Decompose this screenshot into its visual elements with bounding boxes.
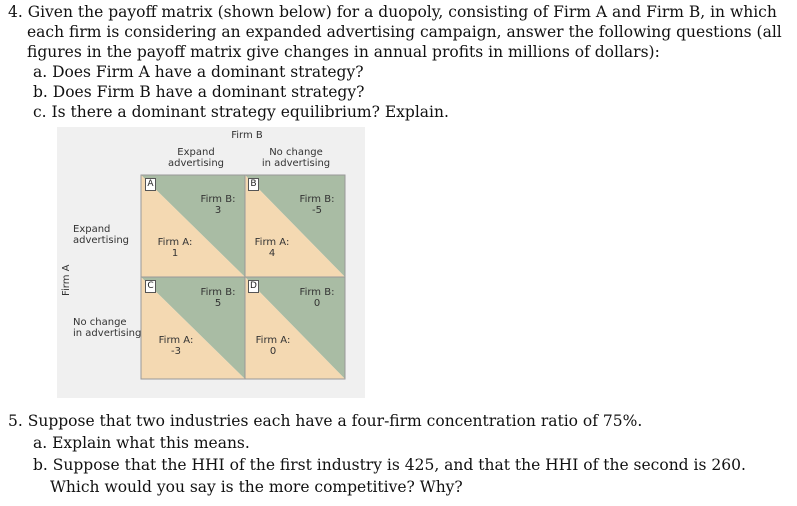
cell-d-tag: D [248,280,259,293]
question-4b: b. Does Firm B have a dominant strategy? [33,83,365,101]
cell-c-firm-a-value: -3 [171,346,181,357]
cell-b-firm-a-payoff [250,237,294,259]
column-1-header [153,147,239,169]
column-2-header-line-2: in advertising [261,158,331,169]
firm-b-label: Firm B [231,130,263,141]
cell-d-firm-b-value: 0 [313,298,321,309]
question-4-stem: 4. Given the payoff matrix (shown below) for a duopoly, consisting of Firm A and Firm B, in which each firm is considering an expanded advertising campaign, answer the following questions (all figures in the payoff matrix give changes in annual profits in millions of dollars): [8,3,782,61]
cell-a-firm-b-payoff [194,194,242,216]
question-4 [8,2,788,122]
cell-c-firm-a-label: Firm A: [158,335,194,346]
cell-b-firm-b-label: Firm B: [299,194,335,205]
cell-a-firm-b-label: Firm B: [200,194,236,205]
column-1-header-line-2: advertising [167,158,225,169]
row-1-header [73,224,129,246]
row-2-header-line-1: No change [73,317,127,328]
row-2-header [73,317,141,339]
cell-a-tag: A [145,178,156,191]
cell-b-tag: B [248,178,259,191]
payoff-matrix-figure [57,127,365,398]
cell-d-firm-b-label: Firm B: [299,287,335,298]
cell-c-firm-b-payoff [194,287,242,309]
cell-d-firm-a-payoff [251,335,295,357]
question-5 [8,410,788,498]
cell-c-firm-b-value: 5 [214,298,222,309]
cell-c-firm-a-payoff [154,335,198,357]
cell-d-firm-a-value: 0 [269,346,277,357]
cell-a-firm-a-label: Firm A: [157,237,193,248]
row-1-header-line-1: Expand [73,224,111,235]
row-1-header-line-2: advertising [73,235,130,246]
cell-c-tag: C [145,280,156,293]
cell-b-firm-a-label: Firm A: [254,237,290,248]
column-1-header-line-1: Expand [177,147,215,158]
column-2-header [252,147,340,169]
cell-c-firm-b-label: Firm B: [200,287,236,298]
question-4a: a. Does Firm A have a dominant strategy? [33,63,364,81]
cell-d-firm-a-label: Firm A: [255,335,291,346]
cell-d-firm-b-payoff [293,287,341,309]
row-2-header-line-2: in advertising [73,328,142,339]
cell-b-firm-b-value: -5 [312,205,322,216]
cell-b-firm-b-payoff [293,194,341,216]
column-2-header-line-1: No change [269,147,323,158]
question-5b: b. Suppose that the HHI of the first industry is 425, and that the HHI of the second is 260. Which would you say is the more competitive? Why? [33,456,746,496]
cell-a-firm-a-value: 1 [171,248,179,259]
question-5a: a. Explain what this means. [33,434,250,452]
cell-b-firm-a-value: 4 [268,248,276,259]
question-4c: c. Is there a dominant strategy equilibrium? Explain. [33,103,449,121]
cell-a-firm-b-value: 3 [214,205,222,216]
cell-a-firm-a-payoff [153,237,197,259]
question-5-stem: 5. Suppose that two industries each have a four-firm concentration ratio of 75%. [8,412,643,430]
firm-a-label: Firm A [61,264,72,296]
